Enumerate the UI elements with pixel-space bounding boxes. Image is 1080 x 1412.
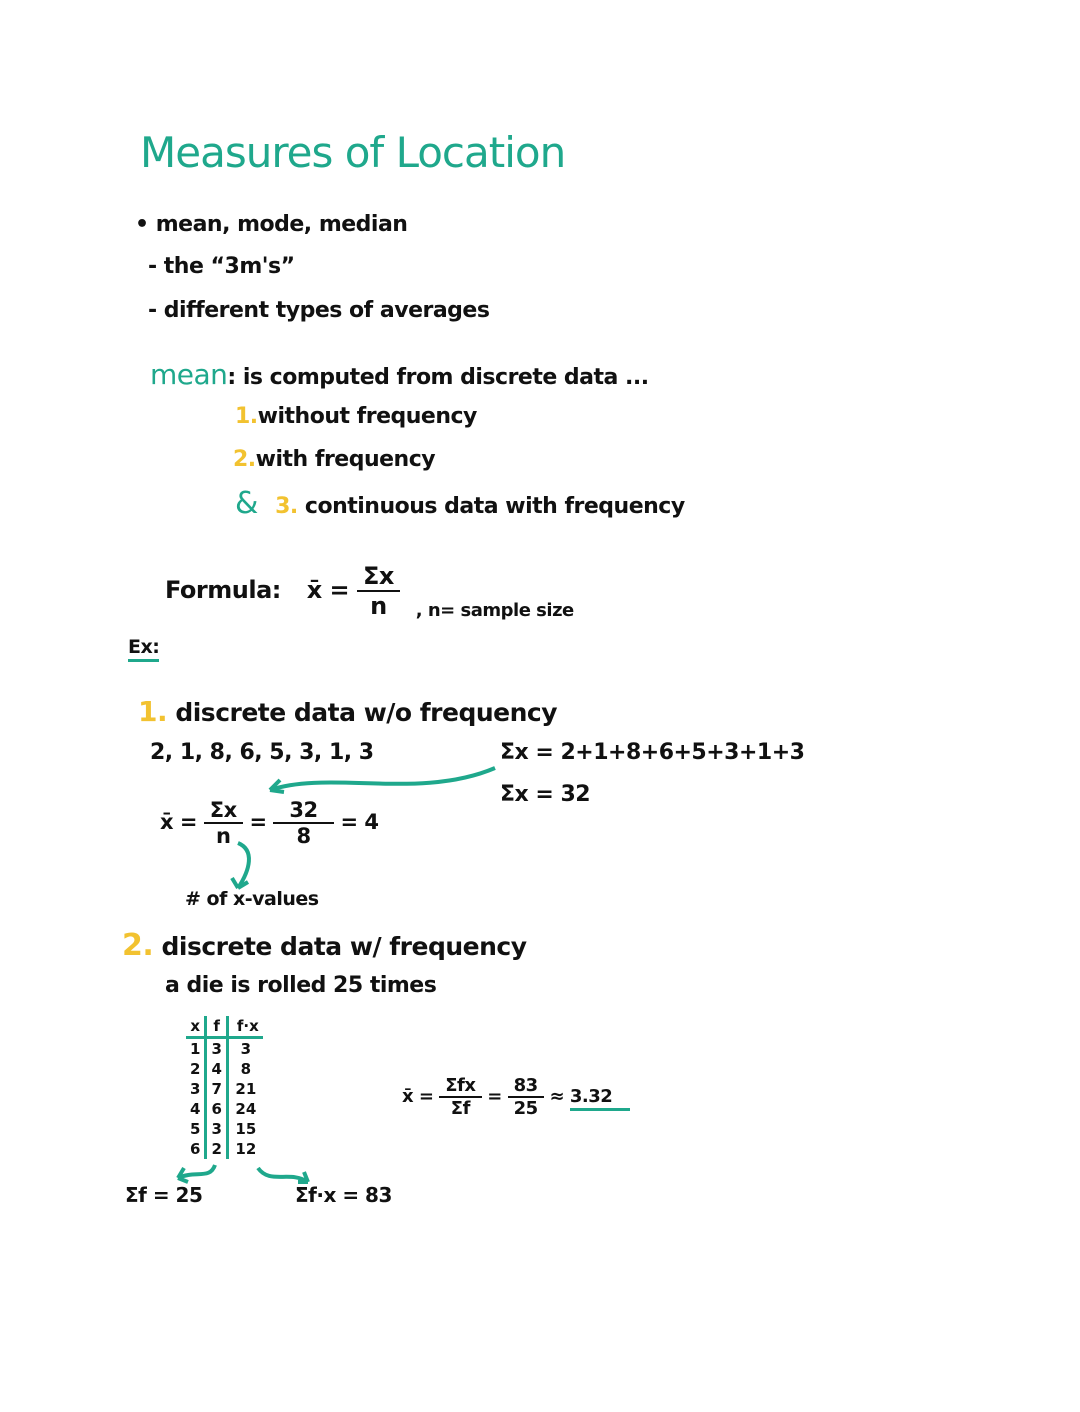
denominator: Σf xyxy=(450,1098,470,1119)
formula-fraction xyxy=(357,562,400,620)
item-number: 3. xyxy=(275,494,298,519)
table-header-row xyxy=(186,1016,263,1038)
cell-f: 4 xyxy=(206,1059,227,1079)
equals: = xyxy=(487,1086,502,1107)
cell-fx: 12 xyxy=(235,1140,257,1158)
frequency-table xyxy=(186,1016,263,1159)
mean-definition xyxy=(150,358,649,391)
calc-result: = 4 xyxy=(340,810,379,834)
sum-f: Σf = 25 xyxy=(125,1183,203,1207)
example2-number: 2. xyxy=(122,928,154,963)
table-row xyxy=(186,1059,263,1079)
n-annotation: # of x-values xyxy=(185,888,319,910)
cell-fx: 3 xyxy=(240,1040,252,1058)
numerator: Σx xyxy=(357,562,400,592)
approx-sign: ≈ xyxy=(549,1086,565,1107)
cell-x: 1 xyxy=(190,1040,201,1058)
denominator: n xyxy=(215,824,231,848)
calc-lhs: x̄ = xyxy=(402,1086,434,1107)
calc-fraction-2 xyxy=(508,1075,544,1119)
example-label: Ex: xyxy=(128,636,159,662)
sum-fx: Σf·x = 83 xyxy=(295,1183,392,1207)
cell-f: 3 xyxy=(206,1038,227,1060)
table-row xyxy=(186,1099,263,1119)
table-row xyxy=(186,1139,263,1159)
cell-fx: 15 xyxy=(235,1120,257,1138)
example1-heading xyxy=(138,695,557,728)
numerator: 83 xyxy=(508,1075,544,1098)
example2-title: discrete data w/ frequency xyxy=(161,932,527,961)
cell-x: 3 xyxy=(190,1080,201,1098)
sum-fx-arrow-icon xyxy=(258,1168,308,1182)
formula xyxy=(165,562,574,620)
mean-label: mean xyxy=(150,358,228,391)
cell-f: 2 xyxy=(206,1139,227,1159)
ampersand: & xyxy=(235,486,258,521)
intro-bullet xyxy=(135,212,407,237)
example2-sub: a die is rolled 25 times xyxy=(165,973,437,998)
intro-sub2: - different types of averages xyxy=(148,298,490,323)
sum-arrow-icon xyxy=(270,768,495,790)
mean-desc: is computed from discrete data ... xyxy=(242,365,649,390)
table-row xyxy=(186,1038,263,1060)
item-text: without frequency xyxy=(257,404,477,429)
calc-lhs: x̄ = xyxy=(160,810,197,834)
formula-label: Formula: xyxy=(165,576,281,604)
calc-fraction-1 xyxy=(204,798,243,848)
table-row xyxy=(186,1119,263,1139)
cell-fx: 24 xyxy=(235,1100,257,1118)
cell-f: 3 xyxy=(206,1119,227,1139)
cell-x: 4 xyxy=(190,1100,201,1118)
calc-result: 3.32 xyxy=(570,1086,630,1111)
numerator: Σfx xyxy=(439,1075,481,1098)
mean-item-3 xyxy=(235,486,685,521)
numerator: Σx xyxy=(204,798,243,824)
denominator: 25 xyxy=(513,1098,538,1119)
table-row xyxy=(186,1079,263,1099)
numerator: 32 xyxy=(273,798,333,824)
example2-calculation xyxy=(402,1075,630,1119)
bullet-dot: • xyxy=(135,212,156,237)
cell-f: 7 xyxy=(206,1079,227,1099)
calc-fraction-2 xyxy=(273,798,333,848)
example2-heading xyxy=(122,928,527,963)
cell-x: 2 xyxy=(190,1060,201,1078)
item-number: 2. xyxy=(233,447,256,472)
item-text: with frequency xyxy=(255,447,436,472)
cell-f: 6 xyxy=(206,1099,227,1119)
col-header-f: f xyxy=(206,1016,227,1038)
cell-x: 5 xyxy=(190,1120,201,1138)
example1-number: 1. xyxy=(138,695,168,728)
example1-data: 2, 1, 8, 6, 5, 3, 1, 3 xyxy=(150,740,374,765)
cell-fx: 21 xyxy=(235,1080,257,1098)
bullet-text: mean, mode, median xyxy=(155,212,408,237)
example1-title: discrete data w/o frequency xyxy=(175,698,558,727)
mean-item-1 xyxy=(235,404,477,429)
intro-sub1: - the “3m's” xyxy=(148,254,295,279)
formula-lhs: x̄ = xyxy=(306,576,350,604)
example1-calculation xyxy=(160,798,378,848)
mean-colon: : xyxy=(227,365,236,390)
item-text: continuous data with frequency xyxy=(304,494,685,519)
page-title: Measures of Location xyxy=(140,128,566,177)
formula-note: , n= sample size xyxy=(415,600,574,621)
calc-fraction-1 xyxy=(439,1075,481,1119)
col-header-x: x xyxy=(186,1016,206,1038)
equals: = xyxy=(249,810,267,834)
example1-sum-result: Σx = 32 xyxy=(500,782,591,807)
mean-item-2 xyxy=(233,447,435,472)
denominator: 8 xyxy=(296,824,311,848)
denominator: n xyxy=(370,592,387,620)
cell-x: 6 xyxy=(190,1140,201,1158)
col-header-fx: f·x xyxy=(227,1016,262,1038)
cell-fx: 8 xyxy=(240,1060,252,1078)
example1-sum-expr: Σx = 2+1+8+6+5+3+1+3 xyxy=(500,740,805,765)
item-number: 1. xyxy=(235,404,258,429)
